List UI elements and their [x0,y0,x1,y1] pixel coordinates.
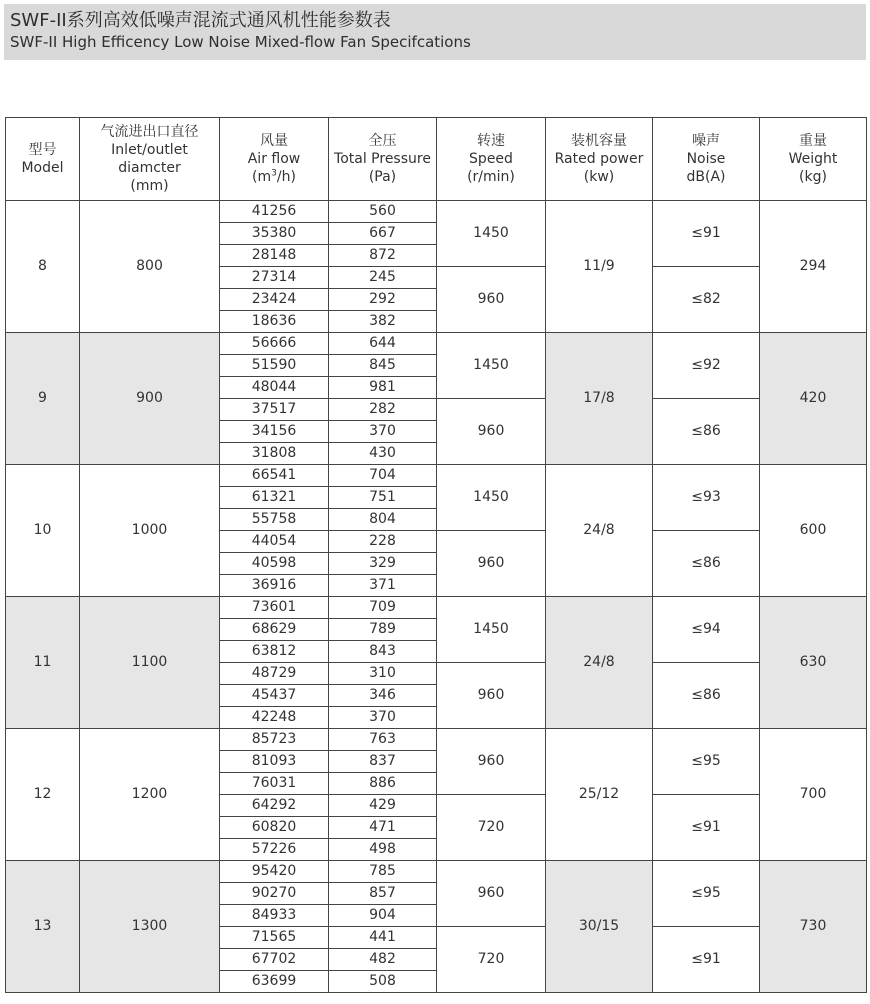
cell-airflow: 56666 [220,333,329,355]
cell-weight: 294 [760,201,867,333]
cell-pressure: 371 [329,575,437,597]
cell-airflow: 45437 [220,685,329,707]
cell-airflow: 41256 [220,201,329,223]
cell-weight: 630 [760,597,867,729]
cell-airflow: 61321 [220,487,329,509]
cell-pressure: 751 [329,487,437,509]
cell-airflow: 95420 [220,861,329,883]
title-bar [4,4,866,60]
cell-pressure: 441 [329,927,437,949]
cell-noise: ≤91 [653,201,760,267]
header-airflow: 风量 Air flow $(m^3/h)$ [220,118,329,201]
cell-pressure: 709 [329,597,437,619]
cell-airflow: 76031 [220,773,329,795]
cell-pressure: 228 [329,531,437,553]
cell-weight: 420 [760,333,867,465]
header-diameter: 气流进出口直径 Inlet/outlet diamcter (mm) [80,118,220,201]
cell-pressure: 886 [329,773,437,795]
cell-speed: 960 [437,663,546,729]
cell-diameter: 1000 [80,465,220,597]
cell-pressure: 804 [329,509,437,531]
cell-weight: 730 [760,861,867,993]
cell-power: 17/8 [546,333,653,465]
cell-pressure: 704 [329,465,437,487]
cell-model: 12 [6,729,80,861]
cell-speed: 960 [437,861,546,927]
table-row [6,729,867,751]
cell-pressure: 498 [329,839,437,861]
cell-diameter: 900 [80,333,220,465]
cell-airflow: 73601 [220,597,329,619]
model-group [6,333,867,465]
cell-speed: 720 [437,795,546,861]
header-weight: 重量 Weight (kg) [760,118,867,201]
cell-airflow: 63699 [220,971,329,993]
header-model: 型号 Model [6,118,80,201]
cell-power: 25/12 [546,729,653,861]
cell-airflow: 67702 [220,949,329,971]
cell-model: 13 [6,861,80,993]
table-row [6,333,867,355]
cell-airflow: 84933 [220,905,329,927]
cell-pressure: 644 [329,333,437,355]
cell-speed: 960 [437,267,546,333]
cell-pressure: 789 [329,619,437,641]
cell-noise: ≤95 [653,861,760,927]
cell-airflow: 60820 [220,817,329,839]
cell-airflow: 36916 [220,575,329,597]
cell-pressure: 981 [329,377,437,399]
cell-model: 9 [6,333,80,465]
model-group [6,201,867,333]
model-group [6,729,867,861]
cell-noise: ≤95 [653,729,760,795]
cell-noise: ≤86 [653,663,760,729]
cell-airflow: 40598 [220,553,329,575]
cell-speed: 1450 [437,465,546,531]
cell-weight: 700 [760,729,867,861]
title-chinese: SWF-II系列高效低噪声混流式通风机性能参数表 [10,10,391,31]
header-row [6,118,867,201]
header-power: 装机容量 Rated power (kw) [546,118,653,201]
cell-diameter: 1200 [80,729,220,861]
cell-airflow: 48729 [220,663,329,685]
cell-speed: 720 [437,927,546,993]
cell-airflow: 28148 [220,245,329,267]
cell-pressure: 370 [329,421,437,443]
cell-pressure: 245 [329,267,437,289]
cell-airflow: 37517 [220,399,329,421]
cell-pressure: 872 [329,245,437,267]
cell-pressure: 482 [329,949,437,971]
cell-airflow: 31808 [220,443,329,465]
cell-pressure: 382 [329,311,437,333]
cell-pressure: 370 [329,707,437,729]
cell-noise: ≤93 [653,465,760,531]
cell-noise: ≤91 [653,795,760,861]
cell-speed: 960 [437,729,546,795]
cell-noise: ≤91 [653,927,760,993]
cell-pressure: 282 [329,399,437,421]
cell-power: 11/9 [546,201,653,333]
cell-noise: ≤86 [653,399,760,465]
cell-pressure: 346 [329,685,437,707]
cell-pressure: 508 [329,971,437,993]
cell-pressure: 430 [329,443,437,465]
header-speed: 转速 Speed (r/min) [437,118,546,201]
cell-speed: 1450 [437,333,546,399]
spec-table [5,117,867,993]
cell-airflow: 35380 [220,223,329,245]
cell-pressure: 667 [329,223,437,245]
cell-pressure: 560 [329,201,437,223]
model-group [6,597,867,729]
cell-weight: 600 [760,465,867,597]
cell-airflow: 42248 [220,707,329,729]
table-row [6,201,867,223]
cell-speed: 960 [437,531,546,597]
cell-power: 30/15 [546,861,653,993]
cell-diameter: 800 [80,201,220,333]
cell-airflow: 27314 [220,267,329,289]
cell-pressure: 471 [329,817,437,839]
cell-speed: 960 [437,399,546,465]
model-group [6,861,867,993]
cell-airflow: 64292 [220,795,329,817]
table-row [6,861,867,883]
header-pressure: 全压 Total Pressure (Pa) [329,118,437,201]
model-group [6,465,867,597]
cell-speed: 1450 [437,201,546,267]
cell-airflow: 44054 [220,531,329,553]
cell-airflow: 55758 [220,509,329,531]
cell-airflow: 63812 [220,641,329,663]
cell-pressure: 429 [329,795,437,817]
cell-pressure: 763 [329,729,437,751]
cell-airflow: 57226 [220,839,329,861]
cell-pressure: 310 [329,663,437,685]
cell-noise: ≤94 [653,597,760,663]
cell-pressure: 837 [329,751,437,773]
cell-airflow: 66541 [220,465,329,487]
cell-pressure: 845 [329,355,437,377]
cell-airflow: 85723 [220,729,329,751]
cell-airflow: 23424 [220,289,329,311]
title-english: SWF-II High Efficency Low Noise Mixed-flow Fan Specifcations [10,33,471,51]
table-row [6,465,867,487]
cell-airflow: 81093 [220,751,329,773]
cell-airflow: 18636 [220,311,329,333]
cell-pressure: 292 [329,289,437,311]
cell-airflow: 51590 [220,355,329,377]
cell-pressure: 785 [329,861,437,883]
cell-model: 11 [6,597,80,729]
cell-pressure: 329 [329,553,437,575]
table-row [6,597,867,619]
cell-pressure: 904 [329,905,437,927]
cell-pressure: 843 [329,641,437,663]
cell-pressure: 857 [329,883,437,905]
cell-airflow: 68629 [220,619,329,641]
cell-noise: ≤86 [653,531,760,597]
cell-airflow: 34156 [220,421,329,443]
cell-power: 24/8 [546,465,653,597]
cell-airflow: 71565 [220,927,329,949]
cell-model: 8 [6,201,80,333]
cell-speed: 1450 [437,597,546,663]
cell-diameter: 1100 [80,597,220,729]
cell-noise: ≤82 [653,267,760,333]
cell-model: 10 [6,465,80,597]
cell-noise: ≤92 [653,333,760,399]
header-noise: 噪声 Noise dB(A) [653,118,760,201]
cell-power: 24/8 [546,597,653,729]
cell-airflow: 48044 [220,377,329,399]
cell-diameter: 1300 [80,861,220,993]
cell-airflow: 90270 [220,883,329,905]
